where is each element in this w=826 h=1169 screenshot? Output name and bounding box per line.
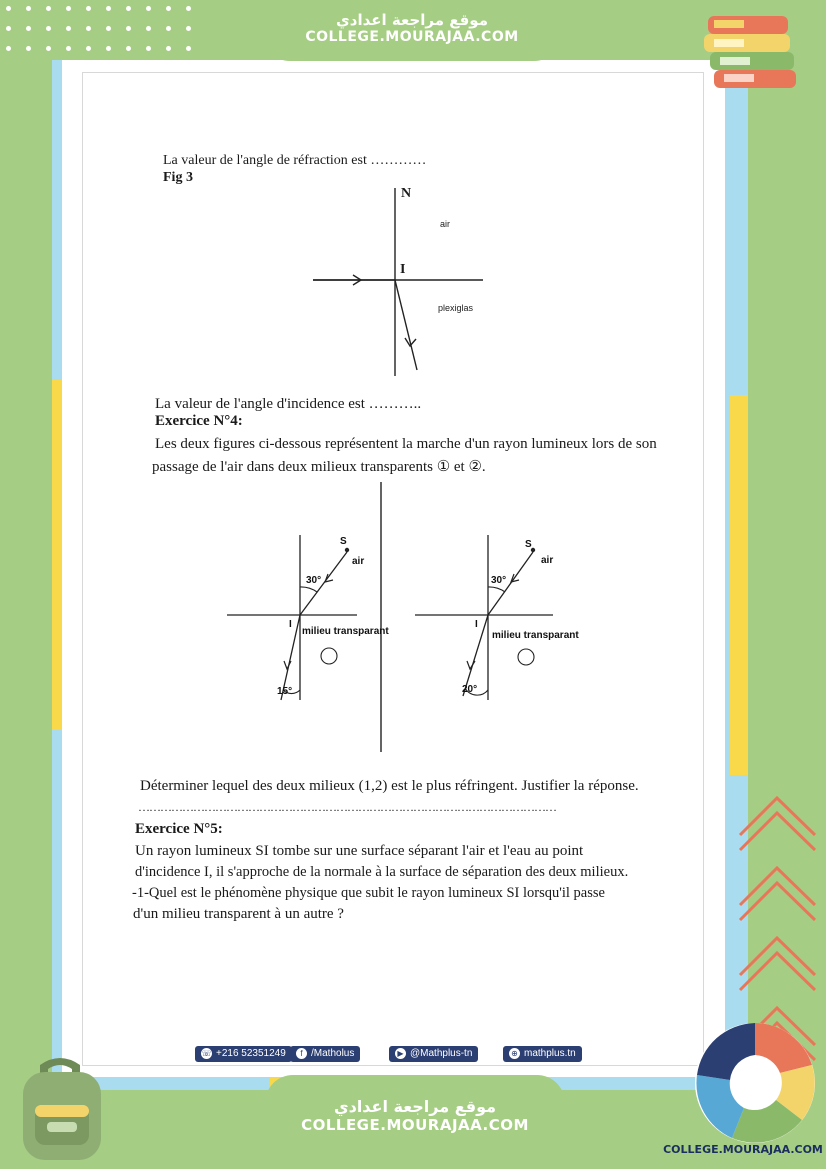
logo-caption: COLLEGE.MOURAJAA.COM [663, 1143, 823, 1156]
exercise4-text-line1: Les deux figures ci-dessous représentent la marche d'un rayon lumineux lors de son [155, 436, 657, 452]
fig2-point-label: I [475, 619, 478, 630]
fig3-point-label: I [400, 262, 406, 277]
facebook-icon: f [296, 1048, 307, 1059]
fig1-point-label: I [289, 619, 292, 630]
fig2-source-label: S [525, 539, 532, 550]
website-text: mathplus.tn [524, 1048, 576, 1059]
exercise4-question: Déterminer lequel des deux milieux (1,2) est le plus réfringent. Justifier la réponse. [140, 778, 639, 794]
youtube-text: @Mathplus-tn [410, 1048, 473, 1059]
fig3-diagram [305, 180, 505, 380]
fig2-air-label: air [541, 555, 554, 566]
figure-separator [375, 480, 387, 755]
fig1-angle-top: 30° [306, 575, 322, 586]
banner-arabic: موقع مراجعة اعدادي [333, 1097, 497, 1116]
bottom-banner[interactable] [265, 1075, 565, 1145]
answer-dotted-line: …………………………………………………………………………………………………… [138, 800, 556, 814]
college-logo-icon [692, 1020, 818, 1146]
books-icon [700, 12, 810, 94]
exercise5-text-line1: Un rayon lumineux SI tombe sur une surface séparant l'air et l'eau au point [135, 843, 584, 859]
exercise5-text-line2: d'incidence I, il s'approche de la normale à la surface de séparation des deux milieux. [135, 864, 629, 880]
facebook-link[interactable] [290, 1046, 360, 1062]
web-icon: ⊕ [509, 1048, 520, 1059]
exercise4-text-line2: passage de l'air dans deux milieux transparents ① et ②. [152, 459, 486, 475]
incidence-angle-line: La valeur de l'angle d'incidence est ……….. [155, 396, 422, 412]
exercise5-title: Exercice N°5: [135, 821, 223, 837]
phone-text: +216 52351249 [216, 1048, 286, 1059]
youtube-link[interactable] [389, 1046, 478, 1062]
fig3-title: Fig 3 [163, 170, 193, 185]
backpack-icon [5, 1050, 115, 1165]
exercise4-title: Exercice N°4: [155, 413, 243, 429]
fig1-angle-bottom: 15° [277, 686, 293, 697]
banner-arabic: موقع مراجعة اعدادي [336, 11, 488, 29]
fig3-medium-top: air [440, 219, 451, 229]
fig2-medium-label: milieu transparant [492, 630, 579, 641]
fig1-medium-label: milieu transparant [302, 626, 389, 637]
top-banner[interactable] [262, 5, 562, 61]
youtube-icon: ▶ [395, 1048, 406, 1059]
phone-icon: ☏ [201, 1048, 212, 1058]
fig2-angle-top: 30° [491, 575, 507, 586]
fig2-angle-bottom: 20° [462, 684, 478, 695]
exercise5-text-line4: d'un milieu transparent à un autre ? [133, 906, 344, 922]
facebook-text: /Matholus [311, 1048, 355, 1059]
phone-contact[interactable] [195, 1046, 292, 1062]
exercise5-text-line3: -1-Quel est le phénomène physique que subit le rayon lumineux SI lorsqu'il passe [132, 885, 605, 901]
fig3-normal-label: N [401, 186, 412, 201]
fig3-medium-bottom: plexiglas [438, 303, 474, 313]
website-link[interactable] [503, 1046, 582, 1062]
banner-site: COLLEGE.MOURAJAA.COM [305, 29, 519, 45]
banner-site: COLLEGE.MOURAJAA.COM [301, 1116, 529, 1134]
fig1-air-label: air [352, 556, 365, 567]
refraction-angle-line: La valeur de l'angle de réfraction est ………… [163, 153, 427, 168]
fig1-source-label: S [340, 536, 347, 547]
